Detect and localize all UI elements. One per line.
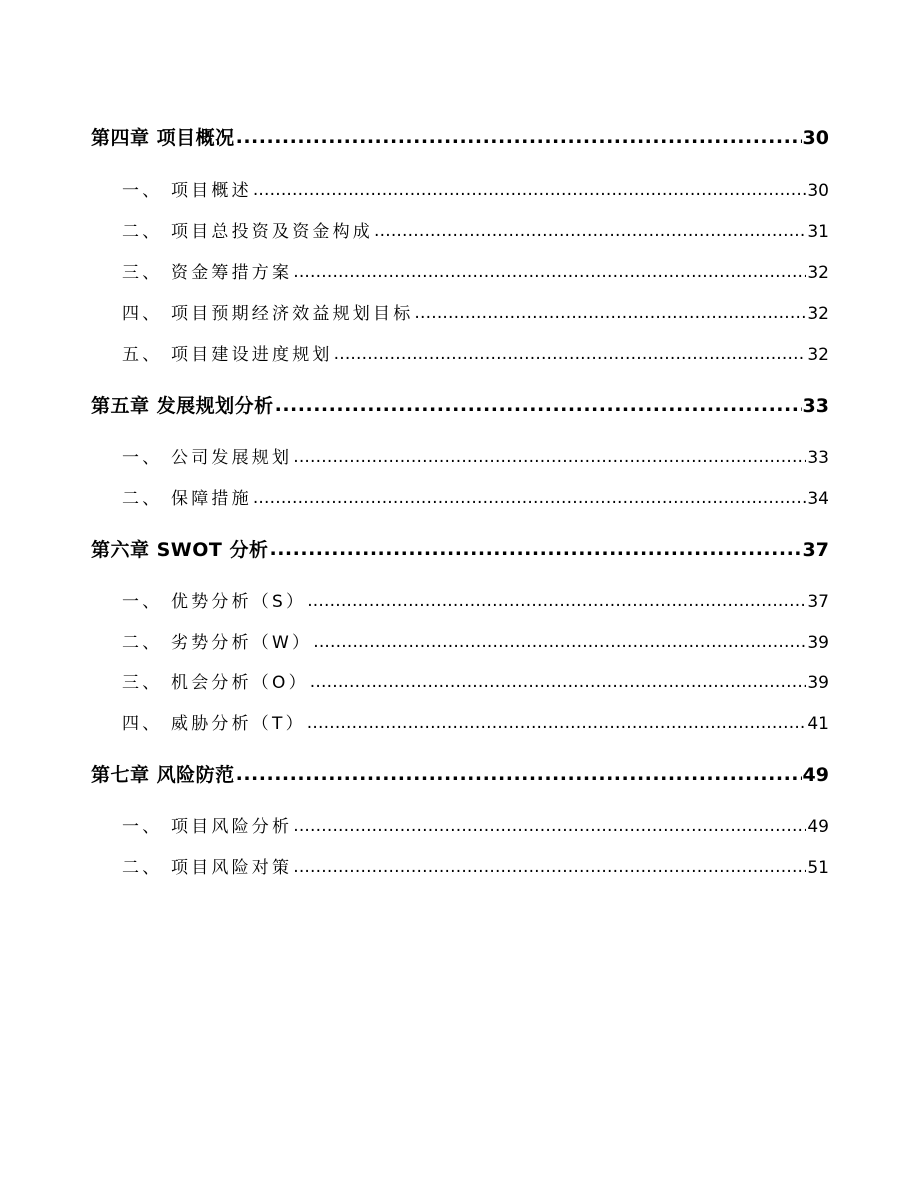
toc-chapter-5[interactable]	[91, 391, 829, 418]
toc-chapter-7[interactable]	[91, 760, 829, 787]
toc-page-number: 49	[802, 764, 829, 786]
toc-page-number: 39	[807, 673, 829, 693]
toc-page-number: 32	[807, 263, 829, 283]
toc-entry-title: 三、 机会分析（O）	[122, 673, 309, 693]
toc-section-6-4[interactable]	[122, 709, 829, 734]
toc-chapter-4[interactable]	[91, 123, 829, 150]
toc-section-5-1[interactable]	[122, 443, 829, 468]
toc-page-number: 33	[807, 448, 829, 468]
toc-page-number: 30	[802, 127, 829, 149]
toc-section-7-2[interactable]	[122, 853, 829, 878]
toc-section-4-4[interactable]	[122, 299, 829, 324]
toc-entry-title: 三、 资金筹措方案	[122, 263, 293, 283]
toc-page-number: 37	[802, 539, 829, 561]
toc-entry-title: 第六章 SWOT 分析	[91, 539, 269, 561]
toc-page-number: 32	[807, 304, 829, 324]
toc-section-4-1[interactable]	[122, 176, 829, 201]
toc-entry-title: 五、 项目建设进度规划	[122, 345, 333, 365]
toc-page-number: 37	[807, 592, 829, 612]
toc-section-6-3[interactable]	[122, 668, 829, 693]
toc-leader-dots	[293, 857, 806, 877]
toc-entry-title: 四、 威胁分析（T）	[122, 714, 306, 734]
toc-chapter-6[interactable]	[91, 535, 829, 562]
toc-entry-title: 二、 保障措施	[122, 489, 252, 509]
toc-section-4-2[interactable]	[122, 217, 829, 242]
toc-leader-dots	[269, 538, 801, 560]
toc-leader-dots	[374, 221, 806, 241]
toc-entry-title: 二、 劣势分析（W）	[122, 633, 313, 653]
toc-leader-dots	[236, 763, 802, 785]
toc-leader-dots	[275, 394, 802, 416]
toc-leader-dots	[253, 180, 807, 200]
toc-leader-dots	[307, 713, 807, 733]
toc-entry-title: 四、 项目预期经济效益规划目标	[122, 304, 414, 324]
toc-page-number: 49	[807, 817, 829, 837]
toc-entry-title: 第五章 发展规划分析	[91, 395, 274, 417]
toc-section-4-3[interactable]	[122, 258, 829, 283]
toc-leader-dots	[253, 488, 807, 508]
toc-section-7-1[interactable]	[122, 812, 829, 837]
toc-leader-dots	[293, 816, 806, 836]
toc-leader-dots	[310, 672, 807, 692]
toc-leader-dots	[313, 632, 806, 652]
toc-page-number: 34	[807, 489, 829, 509]
toc-page-number: 41	[807, 714, 829, 734]
toc-leader-dots	[414, 303, 806, 323]
toc-entry-title: 第四章 项目概况	[91, 127, 235, 149]
toc-page-number: 30	[807, 181, 829, 201]
toc-leader-dots	[236, 126, 802, 148]
toc-entry-title: 一、 优势分析（S）	[122, 592, 307, 612]
toc-page-number: 33	[802, 395, 829, 417]
toc-entry-title: 二、 项目总投资及资金构成	[122, 222, 374, 242]
toc-page-number: 39	[807, 633, 829, 653]
toc-entry-title: 一、 项目风险分析	[122, 817, 293, 837]
toc-leader-dots	[293, 262, 806, 282]
toc-page-number: 32	[807, 345, 829, 365]
toc-leader-dots	[334, 344, 807, 364]
toc-page-number: 31	[807, 222, 829, 242]
toc-entry-title: 一、 项目概述	[122, 181, 252, 201]
toc-section-6-2[interactable]	[122, 628, 829, 653]
toc-page-number: 51	[807, 858, 829, 878]
toc-leader-dots	[293, 447, 806, 467]
toc-section-4-5[interactable]	[122, 340, 829, 365]
toc-entry-title: 二、 项目风险对策	[122, 858, 293, 878]
toc-section-6-1[interactable]	[122, 587, 829, 612]
toc-section-5-2[interactable]	[122, 484, 829, 509]
toc-leader-dots	[307, 591, 806, 611]
toc-entry-title: 一、 公司发展规划	[122, 448, 293, 468]
toc-entry-title: 第七章 风险防范	[91, 764, 235, 786]
